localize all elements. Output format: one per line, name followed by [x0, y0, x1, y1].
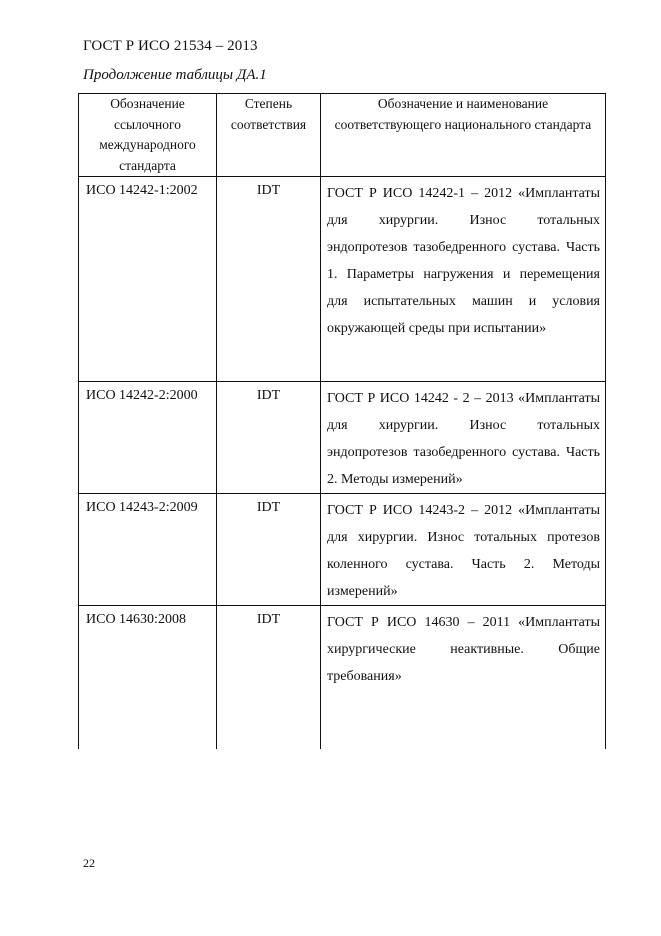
international-code-text: ИСО 14243-2:2009 [86, 500, 198, 515]
cell-international-code [79, 606, 217, 749]
degree-text: IDT [256, 500, 281, 515]
table-row [79, 382, 606, 494]
national-standard-text: ГОСТ Р ИСО 14242 - 2 – 2013 «Имплантаты для хирургии. Износ тотальных эндопротезов тазобедренного сустава. Часть 2. Методы измерений» [327, 391, 600, 487]
standards-correspondence-table [78, 93, 606, 749]
national-standard-text: ГОСТ Р ИСО 14630 – 2011 «Имплантаты хирургические неактивные. Общие требования» [327, 615, 600, 684]
degree-text: IDT [256, 183, 281, 198]
cell-degree [217, 494, 321, 606]
degree-text: IDT [256, 612, 281, 627]
degree-text: IDT [256, 388, 281, 403]
cell-degree [217, 606, 321, 749]
cell-national-standard [321, 177, 606, 382]
table-row [79, 606, 606, 749]
cell-degree [217, 177, 321, 382]
national-standard-text: ГОСТ Р ИСО 14242-1 – 2012 «Имплантаты для хирургии. Износ тотальных эндопротезов тазобедренного сустава. Часть 1. Параметры нагружения и перемещения для испытательных машин и условия окружающей среды при испытании» [327, 186, 600, 336]
column-header-degree: Степень соответствия [217, 94, 321, 177]
international-code-text: ИСО 14242-2:2000 [86, 388, 198, 403]
national-standard-text: ГОСТ Р ИСО 14243-2 – 2012 «Имплантаты для хирургии. Износ тотальных протезов коленного сустава. Часть 2. Методы измерений» [327, 503, 600, 599]
international-code-text: ИСО 14630:2008 [86, 612, 186, 627]
cell-degree [217, 382, 321, 494]
table-header-row [79, 94, 606, 177]
page-number: 22 [83, 856, 95, 870]
cell-national-standard [321, 606, 606, 749]
table-row [79, 177, 606, 382]
document-header: ГОСТ Р ИСО 21534 – 2013 [83, 38, 258, 54]
column-header-international-standard: Обозначение ссылочного международного стандарта [79, 94, 217, 177]
international-code-text: ИСО 14242-1:2002 [86, 183, 198, 198]
cell-national-standard [321, 494, 606, 606]
cell-international-code [79, 494, 217, 606]
cell-international-code [79, 177, 217, 382]
cell-national-standard [321, 382, 606, 494]
column-header-national-standard: Обозначение и наименование соответствующего национального стандарта [321, 94, 606, 177]
table-continuation-caption: Продолжение таблицы ДА.1 [83, 67, 267, 83]
cell-international-code [79, 382, 217, 494]
table-row [79, 494, 606, 606]
